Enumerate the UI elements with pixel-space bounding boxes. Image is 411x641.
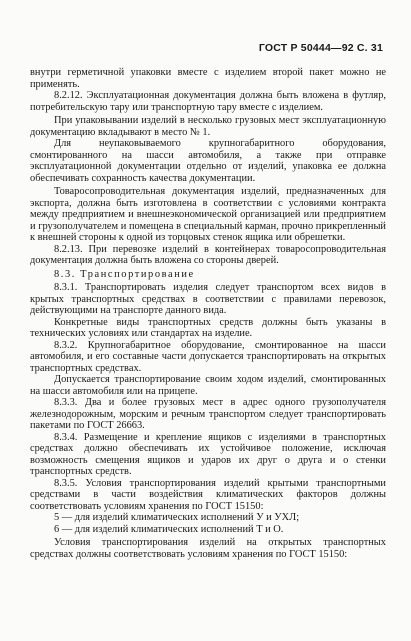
paragraph: внутри герметичной упаковки вместе с изделием второй пакет можно не применять. [30,67,386,90]
paragraph: 8.3.5. Условия транспортирования изделий крытыми транспортными средствами в части воздействия климатических факторов должны соответствовать условиям хранения по ГОСТ 15150: [30,477,386,512]
paragraph: 8.3.2. Крупногабаритное оборудование, смонтированное на шасси автомобиля, и его составные части допускается транспортировать на открытых транспортных средствах. [30,339,386,374]
paragraph: Товаросопроводительная документация изделий, предназначенных для экспорта, должна быть изготовлена в соответствии с условиями контракта между предприятием и внешнеэкономической организацией или предприятием и грузополучателем и помещена в специальный карман, прочно прикрепленный к внешней стороны к одной из торцовых стенок ящика или обрешетки. [30,186,386,243]
paragraph: 8.3.3. Два и более грузовых мест в адрес одного грузополучателя железнодорожным, морским и речным транспортом следует транспортировать пакетами по ГОСТ 26663. [30,397,386,431]
page-header: ГОСТ Р 50444—92 С. 31 [258,42,383,54]
paragraph: Для неупаковываемого крупногабаритного оборудования, смонтированного на шасси автомобиля, а также при отправке эксплуатационной документации отдельно от изделий, упаковка ее должна обеспечивать сохранность качества документации. [30,138,386,184]
paragraph: 8.2.12. Эксплуатационная документация должна быть вложена в футляр, потребительскую тару или транспортную тару вместе с изделием. [30,90,386,113]
paragraph: Допускается транспортирование своим ходом изделий, смонтированных на шасси автомобиля или на прицепе. [30,374,386,397]
paragraph: Условия транспортирования изделий на открытых транспортных средствах должны соответствовать условиям хранения по ГОСТ 15150: [30,537,386,560]
paragraph: 8.3.4. Размещение и крепление ящиков с изделиями в транспортных средствах должно обеспечивать их устойчивое положение, исключая возможность смещения ящиков и ударов их друг о друга и о стенки транспортных средств. [30,431,386,477]
paragraph: При упаковывании изделий в несколько грузовых мест эксплуатационную документацию вкладывают в место № 1. [30,115,386,138]
section-heading: 8.3. Транспортирование [54,268,195,280]
paragraph: 8.2.13. При перевозке изделий в контейнерах товаросопроводительная документация должна быть вложена со стороны дверей. [30,243,386,266]
paragraph: 8.3.1. Транспортировать изделия следует транспортом всех видов в крытых транспортных средствах в соответствии с правилами перевозок, действующими на транспорте данного вида. [30,282,386,316]
paragraph: Конкретные виды транспортных средств должны быть указаны в технических условиях или стандартах на изделие. [30,316,386,339]
list-item: 6 — для изделий климатических исполнений Т и О. [54,523,284,535]
body-text [30,67,386,560]
list-item: 5 — для изделий климатических исполнений У и УХЛ; [54,512,300,523]
